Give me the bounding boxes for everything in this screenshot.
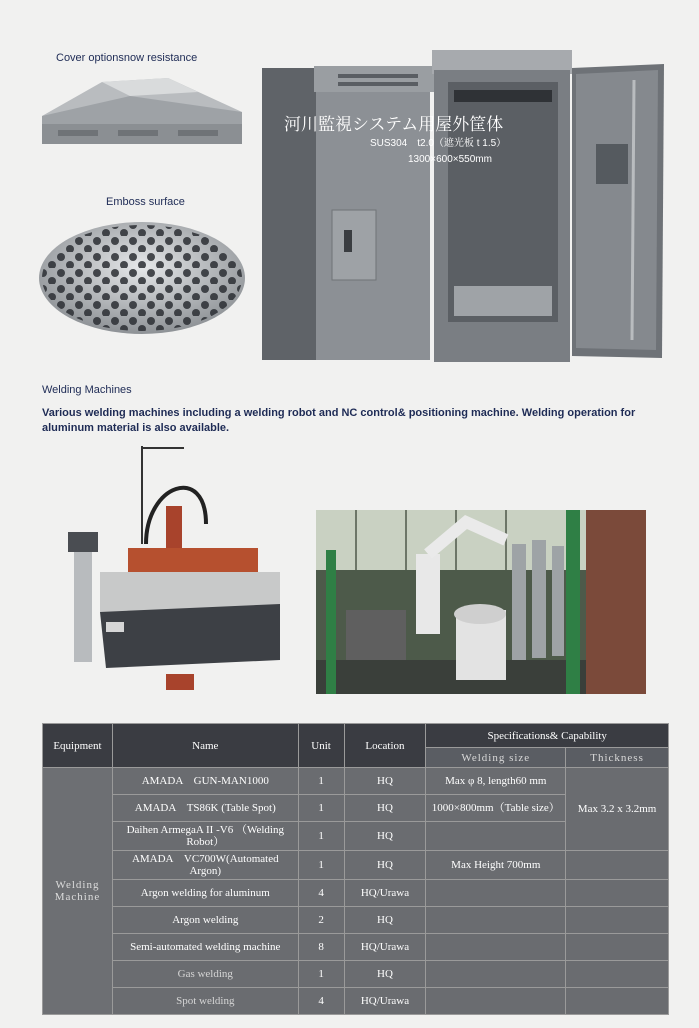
thickness-cell bbox=[566, 988, 669, 1015]
unit-cell: 4 bbox=[298, 880, 344, 907]
thickness-cell bbox=[566, 934, 669, 961]
unit-cell: 2 bbox=[298, 907, 344, 934]
table-row bbox=[43, 768, 669, 795]
size-cell bbox=[426, 988, 566, 1015]
welding-robot-photo bbox=[316, 510, 646, 694]
header-equipment: Equipment bbox=[43, 724, 113, 768]
header-welding-size: Welding size bbox=[426, 748, 566, 768]
thickness-cell bbox=[566, 851, 669, 880]
header-unit: Unit bbox=[298, 724, 344, 768]
header-thickness: Thickness bbox=[566, 748, 669, 768]
table-row bbox=[43, 934, 669, 961]
unit-cell: 1 bbox=[298, 768, 344, 795]
emboss-surface-image bbox=[38, 220, 246, 336]
location-cell: HQ bbox=[344, 768, 426, 795]
welding-spec-table bbox=[42, 723, 669, 1015]
location-cell: HQ bbox=[344, 961, 426, 988]
name-cell: Daihen ArmegaA II -V6 （Welding Robot） bbox=[112, 822, 298, 851]
unit-cell: 4 bbox=[298, 988, 344, 1015]
table-row bbox=[43, 961, 669, 988]
location-cell: HQ bbox=[344, 851, 426, 880]
thickness-cell bbox=[566, 907, 669, 934]
table-row bbox=[43, 851, 669, 880]
name-cell: Gas welding bbox=[112, 961, 298, 988]
intro-text: Various welding machines including a welding robot and NC control& positioning machine. Welding operation for aluminum material is also available. bbox=[42, 407, 636, 434]
nc-welding-machine-photo bbox=[66, 444, 288, 694]
header-specs: Specifications& Capability bbox=[426, 724, 669, 748]
name-cell: AMADA TS86K (Table Spot) bbox=[112, 795, 298, 822]
name-cell: Semi-automated welding machine bbox=[112, 934, 298, 961]
thickness-cell bbox=[566, 961, 669, 988]
cover-option-caption: Cover optionsnow resistance bbox=[56, 52, 198, 64]
size-cell bbox=[426, 907, 566, 934]
unit-cell: 1 bbox=[298, 795, 344, 822]
unit-cell: 1 bbox=[298, 851, 344, 880]
name-cell: Spot welding bbox=[112, 988, 298, 1015]
size-cell bbox=[426, 934, 566, 961]
unit-cell: 1 bbox=[298, 822, 344, 851]
size-cell: 1000×800mm（Table size） bbox=[426, 795, 566, 822]
name-cell: Argon welding bbox=[112, 907, 298, 934]
location-cell: HQ bbox=[344, 907, 426, 934]
thickness-cell bbox=[566, 880, 669, 907]
location-cell: HQ bbox=[344, 795, 426, 822]
section-title: Welding Machines bbox=[42, 384, 132, 396]
header-name: Name bbox=[112, 724, 298, 768]
size-cell bbox=[426, 822, 566, 851]
cabinet-size: 1300×600×550mm bbox=[408, 154, 492, 165]
cabinet-material: SUS304 t2.0（遮光板 t 1.5） bbox=[370, 138, 507, 149]
table-row bbox=[43, 880, 669, 907]
name-cell: AMADA VC700W(Automated Argon) bbox=[112, 851, 298, 880]
header-location: Location bbox=[344, 724, 426, 768]
location-cell: HQ bbox=[344, 822, 426, 851]
name-cell: Argon welding for aluminum bbox=[112, 880, 298, 907]
cabinet-title: 河川監視システム用屋外筐体 bbox=[284, 115, 504, 135]
unit-cell: 1 bbox=[298, 961, 344, 988]
table-row bbox=[43, 988, 669, 1015]
name-cell: AMADA GUN-MAN1000 bbox=[112, 768, 298, 795]
equipment-cell: Welding Machine bbox=[43, 768, 113, 1015]
size-cell bbox=[426, 961, 566, 988]
location-cell: HQ/Urawa bbox=[344, 988, 426, 1015]
location-cell: HQ/Urawa bbox=[344, 934, 426, 961]
emboss-caption: Emboss surface bbox=[106, 196, 185, 208]
location-cell: HQ/Urawa bbox=[344, 880, 426, 907]
size-cell: Max φ 8, length60 mm bbox=[426, 768, 566, 795]
size-cell bbox=[426, 880, 566, 907]
thickness-cell: Max 3.2 x 3.2mm bbox=[566, 768, 669, 851]
cover-option-image bbox=[38, 74, 246, 146]
size-cell: Max Height 700mm bbox=[426, 851, 566, 880]
outdoor-cabinet-photo bbox=[258, 40, 668, 362]
table-row bbox=[43, 907, 669, 934]
unit-cell: 8 bbox=[298, 934, 344, 961]
